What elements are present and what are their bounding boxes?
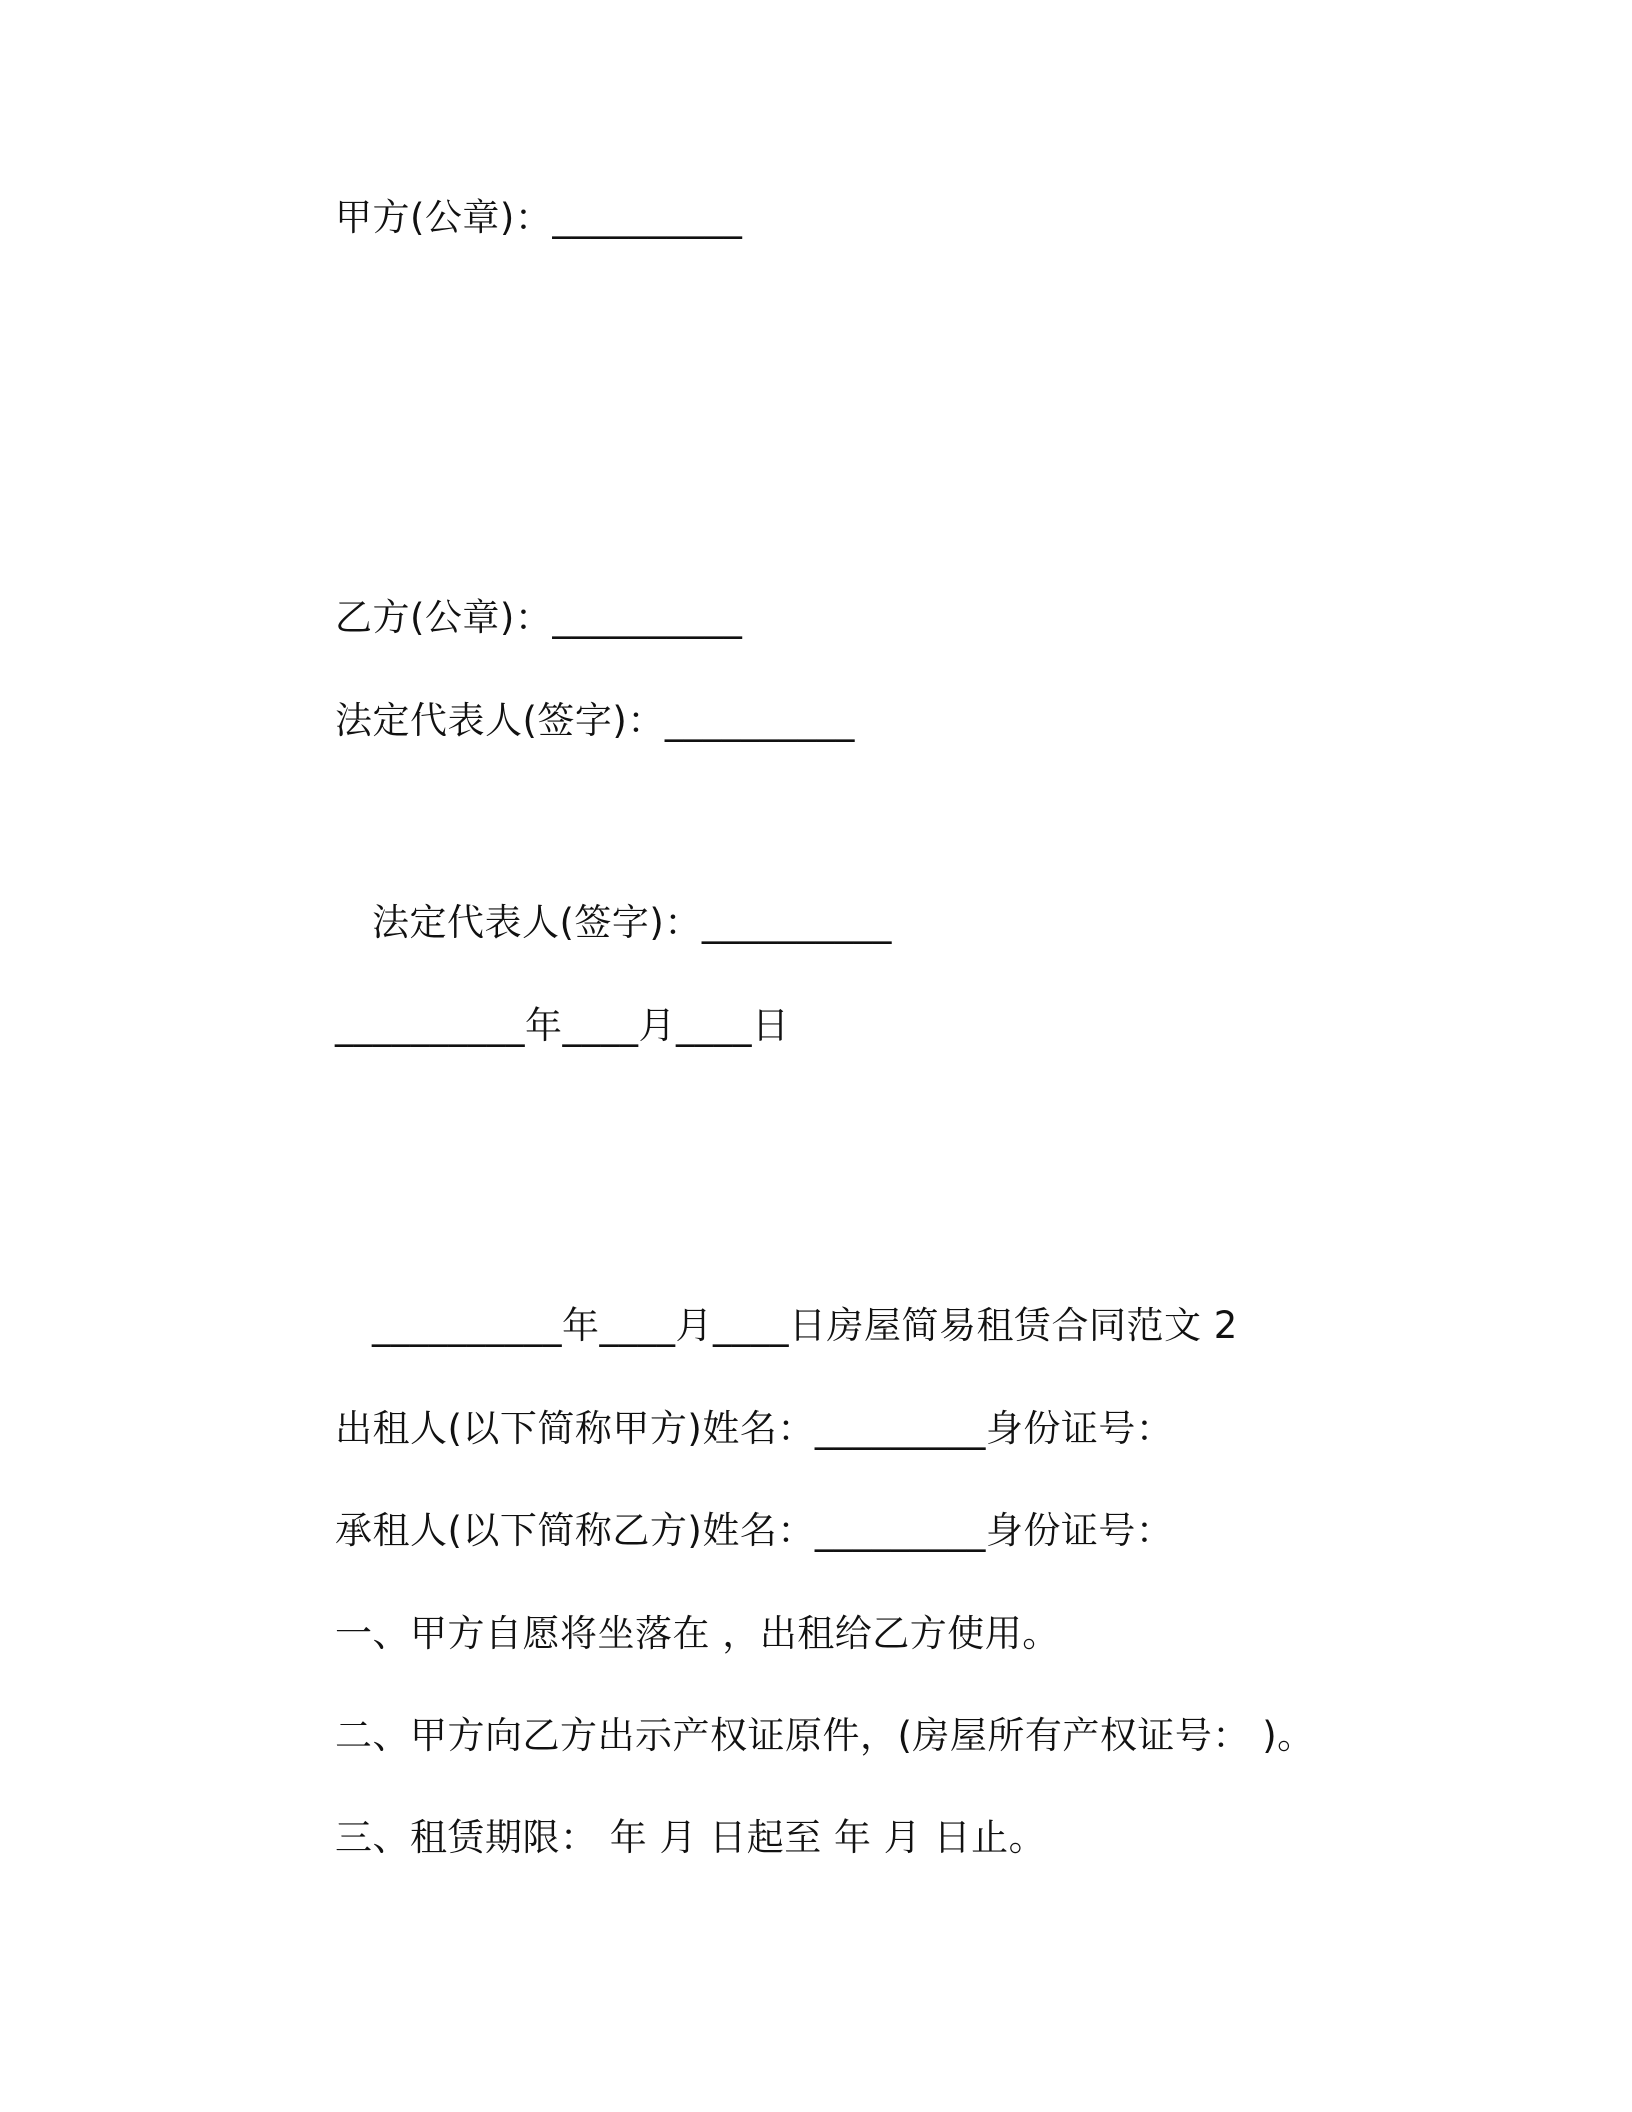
lessor-info-line: 出租人(以下简称甲方)姓名：_________身份证号： [335, 1407, 1174, 1450]
legal-representative-signature-line: 法定代表人(签字)：__________ [335, 699, 855, 742]
clause-three-line: 三、租赁期限： 年 月 日起至 年 月 日止。 [335, 1816, 1047, 1859]
legal-representative-signature-line-2: 法定代表人(签字)：__________ [372, 901, 892, 944]
lessee-info-line: 承租人(以下简称乙方)姓名：_________身份证号： [335, 1509, 1174, 1552]
party-b-seal-line: 乙方(公章)：__________ [335, 596, 743, 639]
clause-two-line: 二、甲方向乙方出示产权证原件，(房屋所有产权证号： )。 [335, 1714, 1315, 1757]
signing-date-line: __________年____月____日 [335, 1004, 790, 1047]
party-a-seal-line: 甲方(公章)：__________ [335, 196, 743, 239]
contract-title-line: __________年____月____日房屋简易租赁合同范文 2 [372, 1304, 1238, 1347]
clause-one-line: 一、甲方自愿将坐落在 ，出租给乙方使用。 [335, 1612, 1060, 1655]
